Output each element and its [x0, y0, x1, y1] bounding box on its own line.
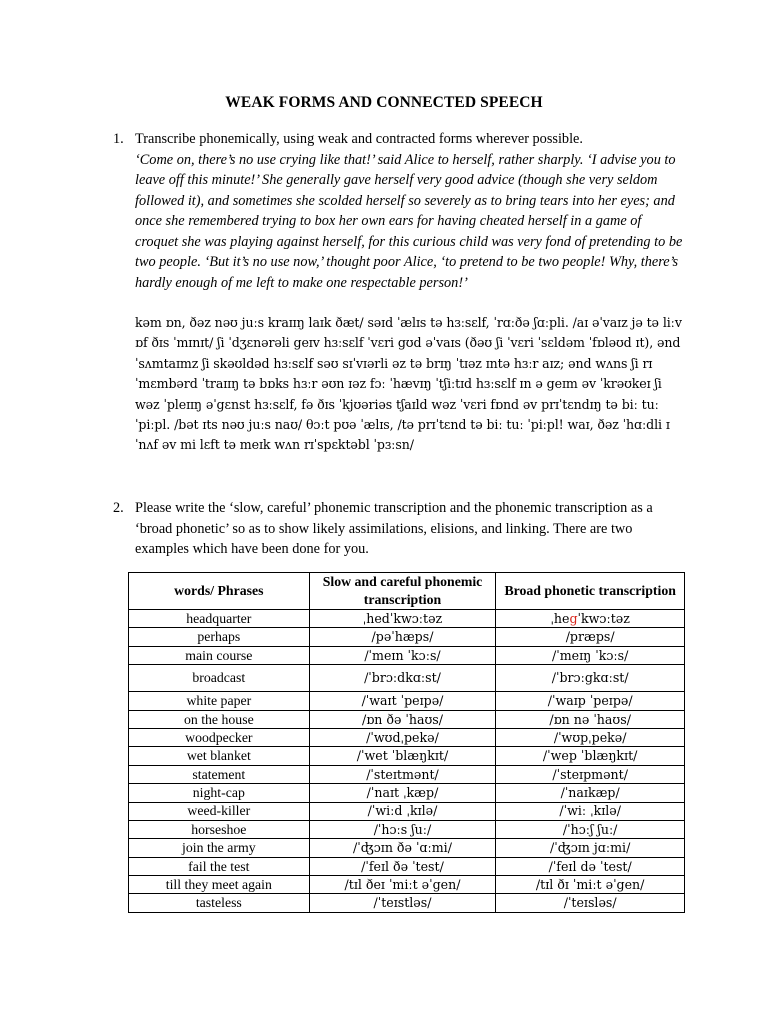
broad-cell: /ˈʤɔɪn jɑːmi/: [496, 839, 685, 857]
phrase-cell: horseshoe: [129, 820, 310, 838]
question-body: [135, 129, 683, 456]
table-row: [129, 628, 685, 646]
phrase-cell: headquarter: [129, 610, 310, 628]
header-slow: Slow and careful phonemic transcription: [309, 573, 496, 610]
slow-cell: /pəˈhæps/: [309, 628, 496, 646]
slow-cell: /ˈʤɔɪn ðə ˈɑːmi/: [309, 839, 496, 857]
table-row: [129, 692, 685, 710]
table-row: [129, 802, 685, 820]
broad-cell: /ˈteɪsləs/: [496, 894, 685, 912]
question-number: 1.: [113, 131, 124, 147]
broad-part: ˈkwɔːtəz: [577, 610, 630, 626]
table-row: [129, 646, 685, 664]
table-row: [129, 728, 685, 746]
table-row: [129, 747, 685, 765]
table-row: [129, 610, 685, 628]
slow-cell: ˌhedˈkwɔːtəz: [309, 610, 496, 628]
broad-cell: /tɪl ðɪ ˈmiːt əˈgen/: [496, 876, 685, 894]
phrase-cell: white paper: [129, 692, 310, 710]
table-row: [129, 665, 685, 692]
broad-cell: /ˈfeɪl də ˈtest/: [496, 857, 685, 875]
question-body: [135, 498, 683, 560]
slow-cell: /ˈbrɔːdkɑːst/: [309, 665, 496, 692]
phrase-cell: perhaps: [129, 628, 310, 646]
slow-cell: /tɪl ðeɪ ˈmiːt əˈgen/: [309, 876, 496, 894]
broad-cell: /ˈwep ˈblæŋkɪt/: [496, 747, 685, 765]
table-row: [129, 784, 685, 802]
slow-cell: /ˈfeɪl ðə ˈtest/: [309, 857, 496, 875]
slow-cell: /ˈteɪstləs/: [309, 894, 496, 912]
slow-cell: /ˈhɔːs ʃuː/: [309, 820, 496, 838]
phrase-cell: statement: [129, 765, 310, 783]
phrase-cell: fail the test: [129, 857, 310, 875]
phrase-cell: night-cap: [129, 784, 310, 802]
alice-passage: ‘Come on, there’s no use crying like that!’ said Alice to herself, rather sharply. ‘I advise you to leave off this minute!’ She generally gave herself very good advice (though she very seldom followed it), and sometimes she scolded herself so severely as to bring tears into her eyes; and once she remembered trying to box her own ears for having cheated herself in a game of croquet she was playing against herself, for this curious child was very fond of pretending to be two people. ‘But it’s no use now,’ thought poor Alice, ‘to pretend to be two people! Why, there’s hardly enough of me left to make one respectable person!’: [135, 151, 683, 291]
transcription-table: [128, 572, 685, 913]
broad-cell: /ˈsteɪpmənt/: [496, 765, 685, 783]
broad-cell: /ˈwaɪp ˈpeɪpə/: [496, 692, 685, 710]
header-phrases: words/ Phrases: [129, 573, 310, 610]
question-instruction: Please write the ‘slow, careful’ phonemic transcription and the phonemic transcription as a ‘broad phonetic’ so as to show likely assimilations, elisions, and linking. There are two examples which have been done for you.: [135, 500, 653, 557]
broad-cell: /ˈnaɪkæp/: [496, 784, 685, 802]
phrase-cell: main course: [129, 646, 310, 664]
phrase-cell: join the army: [129, 839, 310, 857]
table-row: [129, 839, 685, 857]
broad-cell: [496, 610, 685, 628]
phrase-cell: till they meet again: [129, 876, 310, 894]
slow-cell: /ˈwaɪt ˈpeɪpə/: [309, 692, 496, 710]
broad-cell: /ɒn nə ˈhaʊs/: [496, 710, 685, 728]
phrase-cell: weed-killer: [129, 802, 310, 820]
broad-cell: /ˈwiː ˌkɪlə/: [496, 802, 685, 820]
header-broad: Broad phonetic transcription: [496, 573, 685, 610]
broad-cell: /ˈbrɔːgkɑːst/: [496, 665, 685, 692]
broad-cell: /ˈwʊpˌpekə/: [496, 728, 685, 746]
slow-cell: /ˈnaɪt ˌkæp/: [309, 784, 496, 802]
broad-cell: /ˈmeɪŋ ˈkɔːs/: [496, 646, 685, 664]
phonemic-transcription: kəm ɒn, ðəz nəʊ juːs kraɪɪŋ laɪk ðæt/ səɪd ˈælɪs tə hɜːsɛlf, ˈrɑːðə ʃɑːpli. /aɪ əˈvaɪz jə tə liːv ɒf ðɪs ˈmɪnɪt/ ʃi ˈdʒɛnərəli geɪv hɜːsɛlf ˈvɛri gʊd əˈvaɪs (ðəʊ ʃi ˈvɛri ˈsɛldəm ˈfɒləʊd ɪt), ənd ˈsʌmtaɪmz ʃi skəʊldəd hɜːsɛlf səʊ sɪˈvɪərli əz tə brɪŋ ˈtɪəz ɪntə hɜːr aɪz; ənd wʌns ʃi rɪˈmɛmbərd ˈtraɪɪŋ tə bɒks hɜːr əʊn ɪəz fɔː ˈhævɪŋ ˈtʃiːtɪd hɜːsɛlf ɪn ə geɪm əv ˈkrəʊkeɪ ʃi wəz ˈpleɪɪŋ əˈgɛnst hɜːsɛlf, fə ðɪs ˈkjʊəriəs tʃaɪld wəz ˈvɛri fɒnd əv prɪˈtɛndɪŋ tə biː tuː ˈpiːpl. /bət ɪts nəʊ juːs naʊ/ θɔːt pʊə ˈælɪs, /tə prɪˈtɛnd tə biː tuː ˈpiːpl! waɪ, ðəz ˈhɑːdli ɪ ˈnʌf əv mi lɛft tə meɪk wʌn rɪˈspɛktəbl ˈpɜːsn/: [135, 315, 682, 453]
phrase-cell: tasteless: [129, 894, 310, 912]
slow-cell: /ˈwʊdˌpekə/: [309, 728, 496, 746]
table-row: [129, 765, 685, 783]
question-instruction: Transcribe phonemically, using weak and contracted forms wherever possible.: [135, 131, 583, 147]
table-header-row: [129, 573, 685, 610]
table-row: [129, 876, 685, 894]
table-row: [129, 857, 685, 875]
slow-cell: /ˈsteɪtmənt/: [309, 765, 496, 783]
slow-cell: /ˈmeɪn ˈkɔːs/: [309, 646, 496, 664]
page-title: WEAK FORMS AND CONNECTED SPEECH: [225, 94, 543, 111]
table-row: [129, 894, 685, 912]
broad-cell: /præps/: [496, 628, 685, 646]
broad-cell: /ˈhɔːʃ ʃuː/: [496, 820, 685, 838]
phrase-cell: on the house: [129, 710, 310, 728]
phrase-cell: woodpecker: [129, 728, 310, 746]
table-row: [129, 820, 685, 838]
phrase-cell: wet blanket: [129, 747, 310, 765]
slow-cell: /ˈwet ˈblæŋkɪt/: [309, 747, 496, 765]
question-number: 2.: [113, 500, 124, 516]
slow-cell: /ɒn ðə ˈhaʊs/: [309, 710, 496, 728]
highlighted-sound: g: [569, 610, 578, 626]
broad-part: ˌhe: [550, 610, 570, 626]
slow-cell: /ˈwiːd ˌkɪlə/: [309, 802, 496, 820]
phrase-cell: broadcast: [129, 665, 310, 692]
table-row: [129, 710, 685, 728]
